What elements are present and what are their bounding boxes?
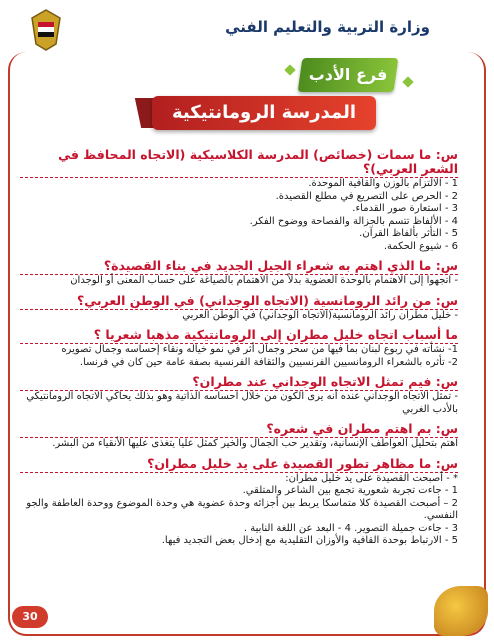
answer-line: 3 - جاءت جميلة التصوير. 4 - البعد عن اللغة النابية . [243, 522, 458, 534]
answer-line: 2- تأثره بالشعراء الرومانسيين الفرنسيين والثقافة الفرنسية بصفة عامة حين كان في فرنسا. [79, 356, 458, 368]
answer-line: 4 - الألفاظ تتسم بالجزالة والفصاحة ووضوح الفكر. [249, 215, 458, 227]
page-title: المدرسة الرومانتيكية [171, 102, 357, 123]
answer-line: 2 - الحرص على التصريع في مطلع القصيدة. [275, 190, 458, 202]
question: ما أسباب اتجاه خليل مطران إلى الرومانتيكية مذهبا شعريا ؟ [20, 328, 458, 344]
answer-line: 2 – أصبحت القصيدة كلا متماسكا يربط بين أجزائه وحدة عضوية هي وحدة الموضوع ووحدة العاطفة والجو النفسي. [26, 497, 458, 521]
ministry-title: وزارة التربية والتعليم الفني [225, 18, 430, 36]
answer-line: 3 - استعارة صور القدماء. [352, 203, 458, 214]
answer-line: اهتم بتحليل العواطف الإنسانية، وتقدير حب الجمال والخير كمثل عليا يتغذى عليها الأنقياء من البشر. [52, 438, 458, 449]
page-number: 30 [12, 606, 48, 628]
arabic-logo [434, 586, 488, 636]
qa-content [20, 148, 458, 548]
answer-line: * - أصبحت القصيدة على يد خليل مطران: [285, 472, 458, 484]
question: س: ما الذي اهتم به شعراء الجيل الجديد في بناء القصيدة؟ [20, 259, 458, 275]
answer-line: 5 - التأثر بألفاظ القرآن. [359, 228, 458, 239]
answer-line: 5 - الارتباط بوحدة القافية والأوزان التقليدية مع إدخال بعض التجديد فيها. [161, 535, 458, 546]
question: س: بم اهتم مطران في شعره؟ [20, 422, 458, 438]
question: س: ما مظاهر تطور القصيدة على يد خليل مطران؟ [20, 457, 458, 473]
answer-line: - تمثل الاتجاه الوجداني عنده أنه يرى الكون من خلال احساسه الذاتية وهو بذلك يحاكي الاتجاه الرومانتيكي بالأدب الغربي [26, 391, 458, 415]
answer-line: 1 - الالتزام بالوزن والقافية الموحدة. [308, 178, 458, 189]
emblem-icon [28, 8, 64, 52]
question: س: ما سمات (خصائص) المدرسة الكلاسيكية (الاتجاه المحافظ في الشعر العربي)؟ [20, 148, 458, 178]
question: س: من رائد الرومانسية (الاتجاه الوجداني) في الوطن العربي؟ [20, 294, 458, 310]
branch-label: فرع الأدب [308, 65, 388, 84]
answer-line: 6 - شيوع الحكمة. [383, 240, 458, 252]
answer-line: 1 - جاءت تجربة شعورية تجمع بين الشاعر والمتلقي. [242, 485, 458, 496]
question: س: فيم تمثل الاتجاه الوجداني عند مطران؟ [20, 375, 458, 391]
answer-line: - اتجهوا إلى الاهتمام بالوحدة العضوية بدلاً من الاهتمام بالصياغة على حساب المعنى أو الوجدان [70, 275, 458, 286]
answer-line: - خليل مطران رائد الرومانسية(الاتجاه الوجداني) في الوطن العربي [182, 309, 458, 321]
answer-line: 1- نشأته في ربوع لبنان بما فيها من سحر وجمال أثر في نمو خياله ونقاء إحساسه وجمال تصويره [61, 344, 458, 355]
